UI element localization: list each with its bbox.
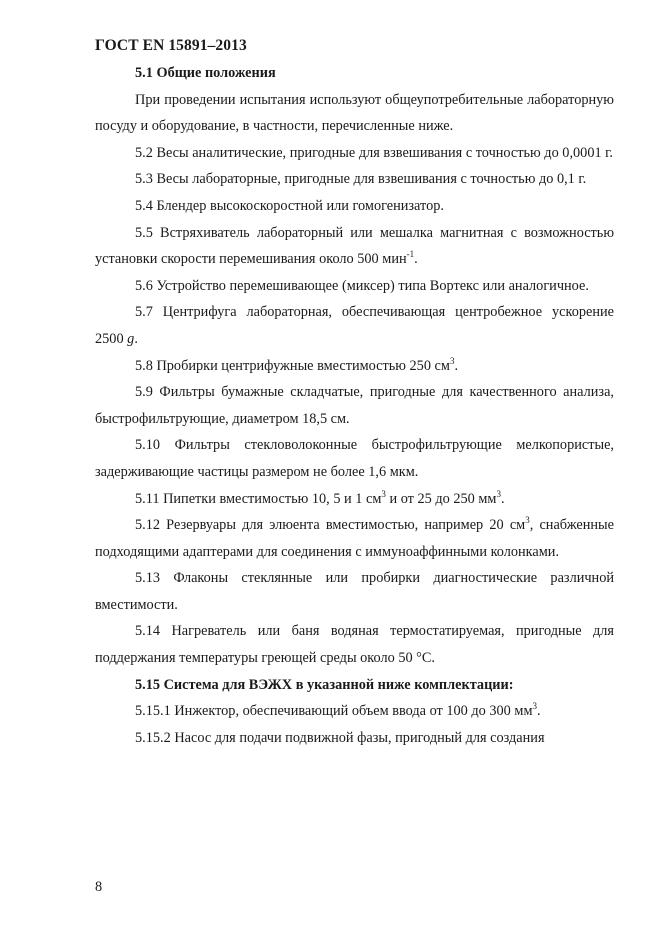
page-number: 8 bbox=[95, 879, 103, 895]
paragraph-5-9: 5.9 Фильтры бумажные складчатые, пригодные для качественного анализа, быстрофильтрующие, диаметром 18,5 см. bbox=[95, 384, 614, 427]
paragraph-5-7: 5.7 Центрифуга лабораторная, обеспечивающая центробежное ускорение 2500 g. bbox=[95, 304, 614, 347]
superscript: 3 bbox=[381, 488, 386, 499]
paragraph-5-15-1: 5.15.1 Инжектор, обеспечивающий объем ввода от 100 до 300 $мм^3$. bbox=[135, 701, 541, 720]
superscript: 3 bbox=[449, 355, 455, 366]
document-body bbox=[95, 60, 614, 751]
paragraph-5-13: 5.13 Флаконы стеклянные или пробирки диагностические различной вместимости. bbox=[95, 570, 614, 613]
paragraph-5-8: 5.8 Пробирки центрифужные вместимостью 250 $см^3$. bbox=[135, 355, 459, 374]
superscript: 3 bbox=[532, 701, 537, 712]
paragraph-5-11: 5.11 Пипетки вместимостью 10, 5 и 1 $см^3$ и от 25 до 250 $мм^3$. bbox=[135, 488, 505, 507]
paragraph-5-15-2: 5.15.2 Насос для подачи подвижной фазы, пригодный для создания bbox=[135, 729, 545, 746]
section-heading-5-1: 5.1 Общие положения bbox=[135, 65, 276, 81]
paragraph-5-3: 5.3 Весы лабораторные, пригодные для взвешивания с точностью до 0,1 г. bbox=[135, 171, 587, 188]
paragraph-5-5: 5.5 Встряхиватель лабораторный или мешалка магнитная с возможностью установки скорости перемешивания около 500 мин$^{-1}$. bbox=[95, 224, 614, 268]
paragraph-5-14: 5.14 Нагреватель или баня водяная термостатируемая, пригодные для поддержания температуры греющей среды около 50 °С. bbox=[95, 623, 614, 667]
section-heading-5-15: 5.15 Система для ВЭЖХ в указанной ниже комплектации: bbox=[135, 676, 514, 693]
paragraph-5-12: 5.12 Резервуары для элюента вместимостью, например 20 $см^3$, снабженные подходящими адаптерами для соединения с иммуноаффинными колонками. bbox=[95, 515, 614, 560]
superscript: 3 bbox=[496, 488, 501, 499]
italic-g: g bbox=[127, 330, 135, 347]
paragraph-intro: При проведении испытания используют общеупотребительные лабораторную посуду и оборудование, в частности, перечисленные ниже. bbox=[95, 91, 614, 135]
paragraph-5-2: 5.2 Весы аналитические, пригодные для взвешивания с точностью до 0,0001 г. bbox=[135, 144, 614, 161]
superscript: -1 bbox=[406, 249, 415, 260]
standard-header: ГОСТ EN 15891–2013 bbox=[95, 37, 247, 54]
superscript: 3 bbox=[525, 515, 530, 526]
paragraph-5-4: 5.4 Блендер высокоскоростной или гомогенизатор. bbox=[135, 197, 444, 214]
paragraph-5-10: 5.10 Фильтры стекловолоконные быстрофильтрующие мелкопористые, задерживающие частицы размером не более 1,6 мкм. bbox=[95, 437, 614, 480]
paragraph-5-6: 5.6 Устройство перемешивающее (миксер) типа Вортекс или аналогичное. bbox=[135, 277, 589, 294]
